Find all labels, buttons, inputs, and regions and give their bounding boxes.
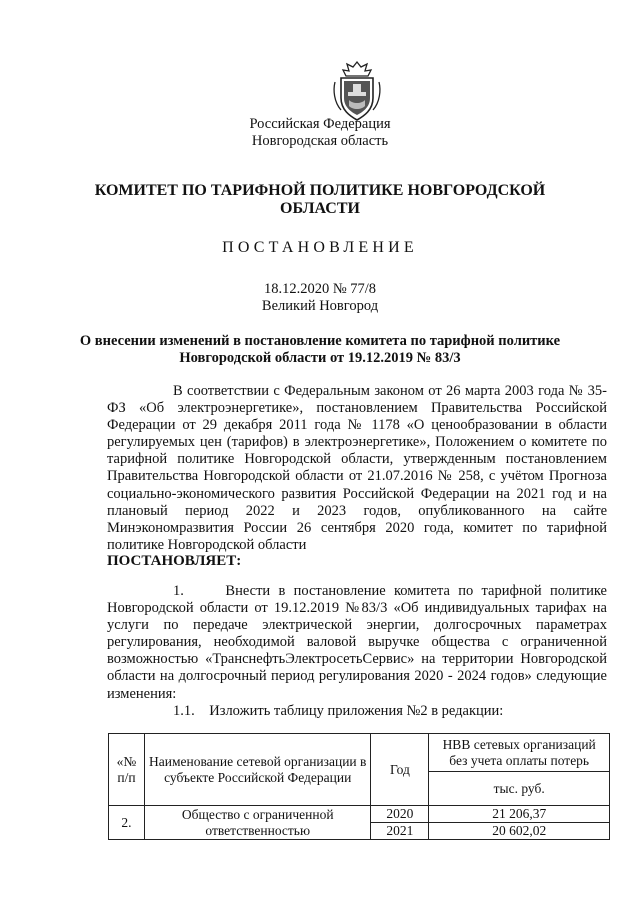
subject-line1: О внесении изменений в постановление комитета по тарифной политике [79, 333, 561, 349]
committee-title-line1: КОМИТЕТ ПО ТАРИФНОЙ ПОЛИТИКЕ НОВГОРОДСКОЙ [94, 182, 546, 199]
decides-heading: ПОСТАНОВЛЯЕТ: [107, 553, 242, 569]
header-number: «№ п/п [109, 734, 145, 806]
header-unit: тыс. руб. [429, 772, 610, 806]
row-year: 2021 [371, 823, 429, 840]
date-number: 18.12.2020 № 77/8 [263, 281, 377, 297]
document-type: ПОСТАНОВЛЕНИЕ [222, 239, 418, 256]
country-name: Российская Федерация [249, 116, 391, 132]
committee-title-line2: ОБЛАСТИ [280, 200, 360, 217]
row-year: 2020 [371, 806, 429, 823]
tariff-table [108, 733, 610, 840]
row-organization-name: Общество с ограниченной ответственностью [144, 806, 371, 840]
header-nvv: НВВ сетевых организаций без учета оплаты потерь [429, 734, 610, 772]
region-name: Новгородская область [251, 133, 389, 149]
city: Великий Новгород [261, 298, 379, 314]
coat-of-arms-emblem [331, 60, 383, 122]
row-value: 20 602,02 [429, 823, 610, 840]
header-year: Год [371, 734, 429, 806]
table-row [109, 806, 610, 823]
item-1-1-paragraph: 1.1. Изложить таблицу приложения №2 в редакции: [173, 703, 504, 719]
row-value: 21 206,37 [429, 806, 610, 823]
item-1-paragraph: 1. Внести в постановление комитета по тарифной политике Новгородской области от 19.12.2019 №83/3 «Об индивидуальных тарифах на услуги по передаче электрической энергии, долгосрочных параметрах регулирования, необходимой валовой выручке общества с ограниченной возможностью «ТранснефтьЭлектросетьСервис» на территории Новгородской области на долгосрочный период регулирования 2020 - 2024 годов» следующие изменения: [107, 583, 607, 702]
preamble-paragraph: В соответствии с Федеральным законом от 26 марта 2003 года № 35-ФЗ «Об электроэнергетике», постановлением Правительства Российской Федерации от 29 декабря 2011 года № 1178 «О ценообразовании в области регулируемых цен (тарифов) в электроэнергетике», Положением о комитете по тарифной политике Новгородской области, утвержденным постановлением Правительства Новгородской области от 21.07.2016 № 258, с учётом Прогноза социально-экономического развития Российской Федерации на 2021 год и на плановый период 2022 и 2023 годов, опубликованного на сайте Минэкономразвития России 26 сентября 2020 года, комитет по тарифной политике Новгородской области [107, 383, 607, 553]
subject-line2: Новгородской области от 19.12.2019 № 83/3 [179, 350, 461, 366]
header-organization-name: Наименование сетевой организации в субъекте Российской Федерации [144, 734, 371, 806]
row-number: 2. [109, 806, 145, 840]
